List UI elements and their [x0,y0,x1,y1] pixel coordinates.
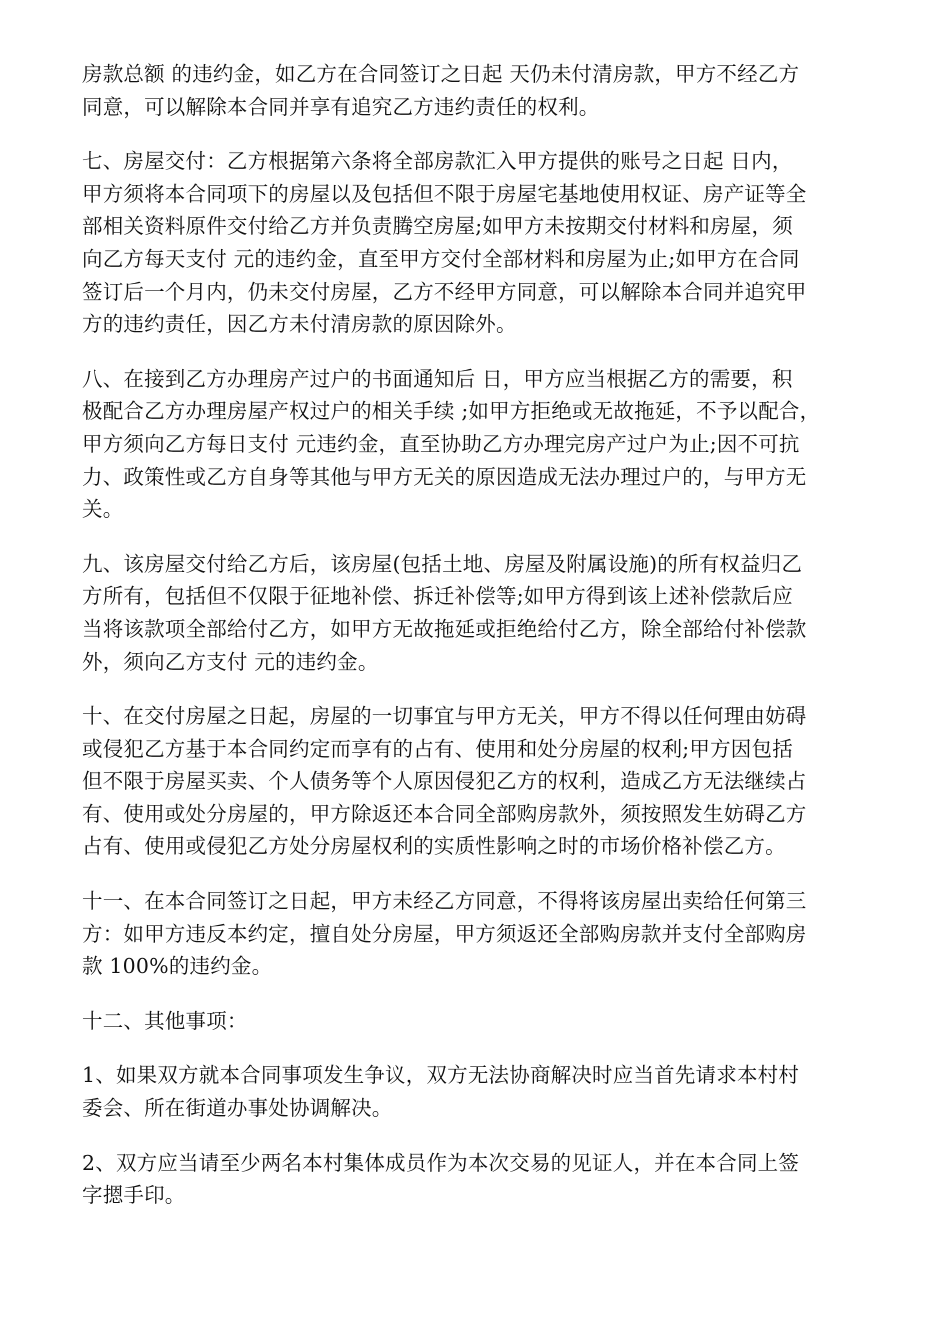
text-line: 十一、在本合同签订之日起，甲方未经乙方同意，不得将该房屋出卖给任何第三 [82,889,807,914]
section-heading: 十二、其他事项： [82,1008,248,1033]
text-line: 甲方须向乙方每日支付 元违约金，直至协助乙方办理完房产过户为止;因不可抗 [82,431,800,456]
text-line: 关。 [82,497,124,522]
text-line: 房款总额 的违约金，如乙方在合同签订之日起 天仍未付清房款，甲方不经乙方 [82,62,800,86]
contract-body [82,58,872,1234]
clause-8-transfer-procedures [82,363,872,526]
text-line: 力、政策性或乙方自身等其他与甲方无关的原因造成无法办理过户的，与甲方无 [82,464,807,489]
text-line: 九、该房屋交付给乙方后，该房屋(包括土地、房屋及附属设施)的所有权益归乙 [82,551,803,576]
text-line: 占有、使用或侵犯乙方处分房屋权利的实质性影响之时的市场价格补偿乙方。 [82,834,786,859]
text-line: 但不限于房屋买卖、个人债务等个人原因侵犯乙方的权利，造成乙方无法继续占 [82,769,807,794]
text-line: 极配合乙方办理房屋产权过户的相关手续 ;如甲方拒绝或无故拖延，不予以配合， [82,399,821,424]
clause-7-house-delivery [82,145,872,341]
clause-10-post-delivery [82,700,872,863]
clause-12-heading [82,1005,872,1038]
text-line: 款 100%的违约金。 [82,954,273,979]
text-line: 部相关资料原件交付给乙方并负责腾空房屋;如甲方未按期交付材料和房屋，须 [82,214,793,239]
text-line: 同意，可以解除本合同并享有追究乙方违约责任的权利。 [82,94,600,119]
paragraph-penalty-unpaid [82,58,872,123]
text-line: 方：如甲方违反本约定，擅自处分房屋，甲方须返还全部购房款并支付全部购房 [82,921,807,946]
text-line: 1、如果双方就本合同事项发生争议，双方无法协商解决时应当首先请求本村村 [82,1063,800,1088]
text-line: 八、在接到乙方办理房产过户的书面通知后 日，甲方应当根据乙方的需要，积 [82,366,793,391]
text-line: 字摁手印。 [82,1183,186,1208]
text-line: 外，须向乙方支付 元的违约金。 [82,649,379,674]
text-line: 委会、所在街道办事处协调解决。 [82,1096,393,1121]
text-line: 向乙方每天支付 元的违约金，直至甲方交付全部材料和房屋为止;如甲方在合同 [82,246,800,271]
text-line: 方的违约责任，因乙方未付清房款的原因除外。 [82,312,517,337]
clause-12-item-2 [82,1147,872,1212]
text-line: 十、在交付房屋之日起，房屋的一切事宜与甲方无关，甲方不得以任何理由妨碍 [82,704,807,729]
clause-12-item-1 [82,1059,872,1124]
clause-9-rights-and-compensation [82,548,872,678]
text-line: 或侵犯乙方基于本合同约定而享有的占有、使用和处分房屋的权利;甲方因包括 [82,736,793,761]
text-line: 七、房屋交付：乙方根据第六条将全部房款汇入甲方提供的账号之日起 日内， [82,149,793,174]
text-line: 甲方须将本合同项下的房屋以及包括但不限于房屋宅基地使用权证、房产证等全 [82,181,807,206]
text-line: 方所有，包括但不仅限于征地补偿、拆迁补偿等;如甲方得到该上述补偿款后应 [82,584,793,609]
text-line: 签订后一个月内，仍未交付房屋，乙方不经甲方同意，可以解除本合同并追究甲 [82,279,807,304]
text-line: 当将该款项全部给付乙方，如甲方无故拖延或拒绝给付乙方，除全部给付补偿款 [82,616,807,641]
clause-11-no-resale [82,885,872,983]
text-line: 2、双方应当请至少两名本村集体成员作为本次交易的见证人，并在本合同上签 [82,1150,800,1175]
text-line: 有、使用或处分房屋的，甲方除返还本合同全部购房款外，须按照发生妨碍乙方 [82,801,807,826]
